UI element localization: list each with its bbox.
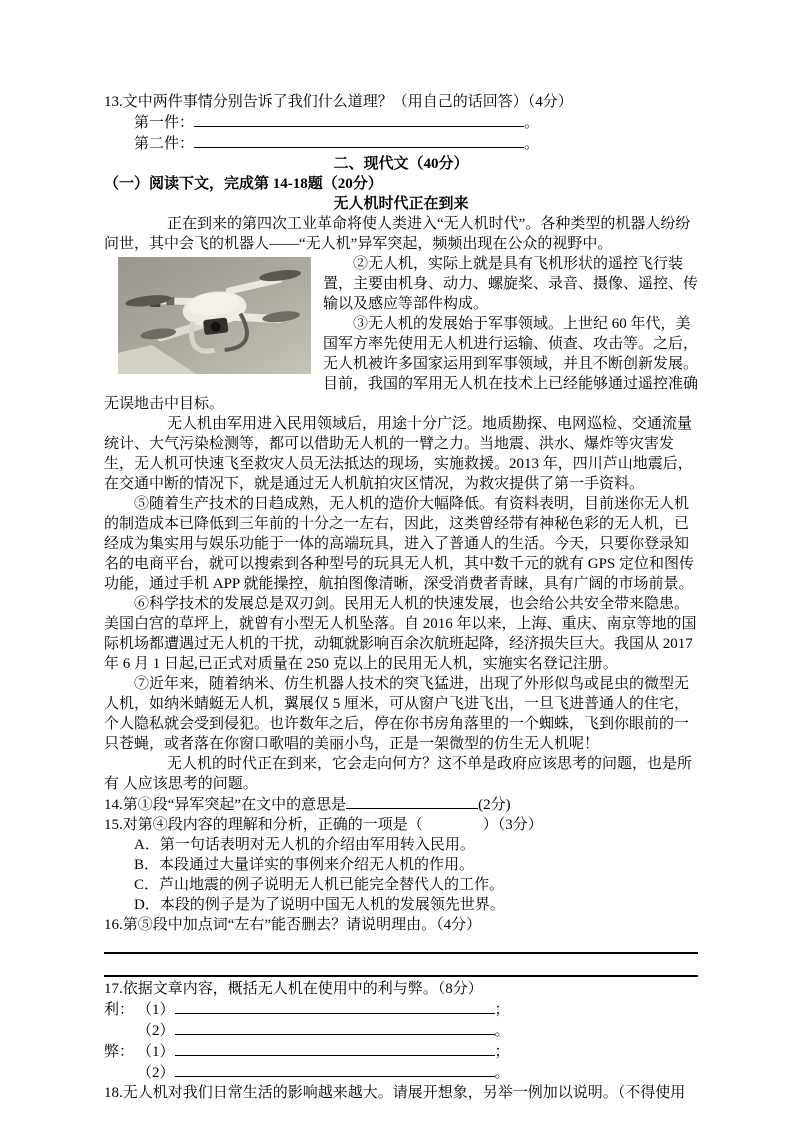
q17-row-pro-2 bbox=[104, 1020, 698, 1041]
period-mark: 。 bbox=[524, 115, 540, 131]
subsection-heading: （一）阅读下文，完成第 14-18题（20分） bbox=[104, 176, 383, 192]
q17-blank bbox=[175, 1041, 495, 1056]
q13-answer-line-1 bbox=[104, 112, 698, 133]
drone-illustration bbox=[118, 257, 311, 374]
q17-row-con-1 bbox=[104, 1041, 698, 1062]
question-15 bbox=[104, 815, 698, 915]
article-paragraph-1: 正在到来的第四次工业革命将使人类进入“无人机时代”。各种类型的机器人纷纷问世，其中会飞的机器人——“无人机”异军突起，频频出现在公众的视野中。 bbox=[104, 216, 691, 252]
answer-blank bbox=[194, 112, 524, 127]
period-mark: 。 bbox=[524, 136, 540, 152]
question-17 bbox=[104, 979, 698, 1083]
question-18: 18.无人机对我们日常生活的影响越来越大。请展开想象，另举一例加以说明。（不得使用 bbox=[104, 1085, 686, 1101]
q17-blank bbox=[175, 1062, 495, 1077]
q17-number: （2） bbox=[137, 1023, 175, 1039]
q17-punct: 。 bbox=[494, 1023, 510, 1039]
q13-prompt: 13.文中两件事情分别告诉了我们什么道理？（用自己的话回答）（4分） bbox=[104, 94, 573, 110]
q17-number: （1） bbox=[137, 1002, 175, 1018]
q17-blank bbox=[175, 999, 495, 1014]
q13-item1-label: 第一件： bbox=[134, 115, 195, 131]
q16-answer-line-1 bbox=[104, 935, 698, 954]
q17-number: （2） bbox=[137, 1065, 175, 1081]
q15-option-b: B．本段通过大量详实的事例来介绍无人机的作用。 bbox=[134, 857, 475, 873]
article-paragraph-8: 无人机的时代正在到来，它会走向何方？这不单是政府应该思考的问题，也是所有 人应该思考的问题。 bbox=[104, 756, 693, 792]
q17-row-pro-1 bbox=[104, 999, 698, 1020]
question-14 bbox=[104, 794, 698, 815]
q17-con-label: 弊： bbox=[104, 1044, 135, 1060]
q17-blank bbox=[175, 1020, 495, 1035]
q17-row-con-2 bbox=[104, 1062, 698, 1083]
article-title: 无人机时代正在到来 bbox=[333, 196, 469, 212]
q17-prompt: 17.依据文章内容，概括无人机在使用中的利与弊。（8分） bbox=[104, 981, 483, 997]
q13-answer-line-2 bbox=[104, 133, 698, 154]
article-paragraph-4: 无人机由军用进入民用领域后，用途十分广泛。地质勘探、电网巡检、交通流量统计、大气污染检测等，都可以借助无人机的一臂之力。当地震、洪水、爆炸等灾害发生，无人机可快速飞至救灾人员无法抵达的现场，实施救援。2013 年，四川芦山地震后，在交通中断的情况下，就是通过无人机航拍灾区情况，为救灾提供了第一手资料。 bbox=[104, 416, 693, 492]
q15-option-c: C．芦山地震的例子说明无人机已能完全替代人的工作。 bbox=[134, 877, 505, 893]
question-13 bbox=[104, 92, 698, 154]
q15-option-a: A．第一句话表明对无人机的介绍由军用转入民用。 bbox=[134, 837, 475, 853]
q17-punct: 。 bbox=[494, 1065, 510, 1081]
reading-article bbox=[104, 194, 698, 794]
q16-answer-line-2 bbox=[104, 956, 698, 977]
q14-points: (2分) bbox=[478, 797, 511, 813]
drone-photo bbox=[118, 257, 311, 374]
article-paragraph-5: ⑤随着生产技术的日趋成熟，无人机的造价大幅降低。有资料表明，目前迷你无人机的制造成本已降低到三年前的十分之一左右，因此，这类曾经带有神秘色彩的无人机，已经成为集实用与娱乐功能于一体的高端玩具，进入了普通人的生活。今天，只要你登录知名的电商平台，就可以搜索到各种型号的玩具无人机，其中数千元的就有 GPS 定位和图传功能，通过手机 APP 就能操控，航拍图像清晰，深受消费者青睐，具有广阔的市场前景。 bbox=[104, 496, 695, 592]
q15-option-d: D．本段的例子是为了说明中国无人机的发展领先世界。 bbox=[134, 897, 505, 913]
answer-blank bbox=[194, 133, 524, 148]
article-paragraph-6: ⑥科学技术的发展总是双刃剑。民用无人机的快速发展，也会给公共安全带来隐患。美国白宫的草坪上，就曾有小型无人机坠落。自 2016 年以来，上海、重庆、南京等地的国际机场都遭遇过无人机的干扰，动辄就影响百余次航班起降，经济损失巨大。我国从 2017年 6 月 1 日起,已正式对质量在 250 克以上的民用无人机，实施实名登记注册。 bbox=[104, 596, 697, 672]
q17-number: （1） bbox=[137, 1044, 175, 1060]
q16-prompt: 16.第⑤段中加点词“左右”能否删去？请说明理由。（4分） bbox=[104, 917, 482, 933]
q14-prefix: 14.第①段“异军突起”在文中的意思是 bbox=[104, 797, 347, 813]
question-16 bbox=[104, 915, 698, 977]
q13-item2-label: 第二件： bbox=[134, 136, 195, 152]
article-paragraph-7: ⑦近年来，随着纳米、仿生机器人技术的突飞猛进，出现了外形似鸟或昆虫的微型无人机，如纳米蜻蜓无人机，翼展仅 5 厘米，可从窗户飞进飞出，一旦飞进普通人的住宅，个人隐私就会受到侵犯。也许数年之后，停在你书房角落里的一个蜘蛛，飞到你眼前的一只苍蝇，或者落在你窗口歌唱的美丽小鸟，正是一架微型的仿生无人机呢！ bbox=[104, 676, 690, 752]
q17-punct: ； bbox=[494, 1044, 510, 1060]
q14-blank bbox=[346, 794, 478, 809]
section-heading: 二、现代文（40分） bbox=[333, 156, 469, 172]
article-paragraph-2: ②无人机，实际上就是具有飞机形状的遥控飞行装置，主要由机身、动力、螺旋桨、录音、摄像、遥控、传输以及感应等部件构成。 bbox=[323, 256, 699, 312]
q15-stem: 15.对第④段内容的理解和分析，正确的一项是（ ）（3分） bbox=[104, 817, 543, 833]
q17-pro-label: 利： bbox=[104, 1002, 135, 1018]
q17-punct: ； bbox=[494, 1002, 510, 1018]
article-paragraph-3: ③无人机的发展始于军事领域。上世纪 60 年代，美国军方率先使用无人机进行运输、侦查、攻击等。之后，无人机被许多国家运用到军事领域，并且不断创新发展。目前，我国的军用无人机在技术上已经能够通过遥控准确无误地击中目标。 bbox=[104, 316, 699, 412]
